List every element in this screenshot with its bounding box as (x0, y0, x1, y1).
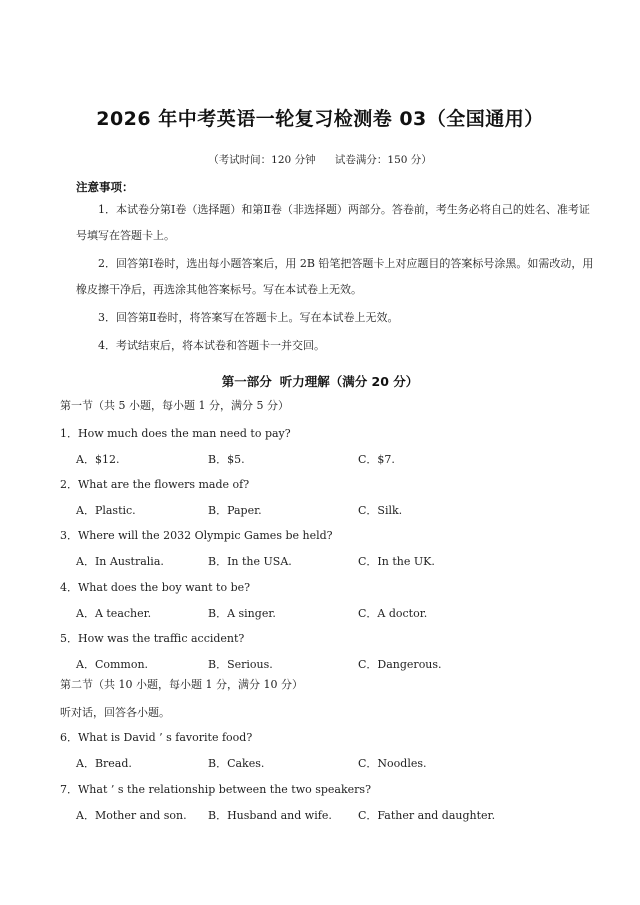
section2-instruction: 听对话，回答各小题。 (60, 706, 170, 719)
question-1-option-c: C．$7. (358, 453, 395, 466)
notice-item-2: 2．回答第Ⅰ卷时，选出每小题答案后，用 2B 铅笔把答题卡上对应题目的答案标号涂黑。如需改动，用橡皮擦干净后，再选涂其他答案标号。写在本试卷上无效。 (76, 257, 594, 296)
question-1-option-b: B．$5. (208, 453, 245, 466)
exam-score: 试卷满分：150 分） (334, 154, 432, 166)
question-5: 5．How was the traffic accident? (60, 632, 245, 645)
exam-subtitle (0, 152, 640, 167)
question-2-option-c: C．Silk. (358, 504, 403, 517)
question-5-option-c: C．Dangerous. (358, 658, 442, 671)
notice-item-4: 4．考试结束后，将本试卷和答题卡一并交回。 (98, 339, 325, 352)
question-3: 3．Where will the 2032 Olympic Games be held? (60, 529, 333, 542)
question-6: 6．What is David ’ s favorite food? (60, 731, 253, 744)
question-5-option-a: A．Common. (76, 658, 149, 671)
question-6-option-c: C．Noodles. (358, 757, 427, 770)
question-7: 7．What ’ s the relationship between the two speakers? (60, 783, 371, 796)
question-3-option-b: B．In the USA. (208, 555, 292, 568)
notice-item-1: 1．本试卷分第Ⅰ卷（选择题）和第Ⅱ卷（非选择题）两部分。答卷前，考生务必将自己的姓名、准考证号填写在答题卡上。 (76, 203, 590, 242)
question-7-option-a: A．Mother and son. (76, 809, 187, 822)
part1-label: 第一部分 (221, 374, 272, 389)
part1-title (0, 372, 640, 390)
section1-desc: 第一节（共 5 小题，每小题 1 分，满分 5 分） (60, 399, 289, 412)
notice-list (76, 197, 596, 359)
question-7-option-c: C．Father and daughter. (358, 809, 496, 822)
question-4-option-b: B．A singer. (208, 607, 276, 620)
question-3-option-a: A．In Australia. (76, 555, 164, 568)
question-1: 1．How much does the man need to pay? (60, 427, 291, 440)
section2-desc: 第二节（共 10 小题，每小题 1 分，满分 10 分） (60, 678, 303, 691)
question-3-option-c: C．In the UK. (358, 555, 435, 568)
exam-title: 2026 年中考英语一轮复习检测卷 03（全国通用） (96, 108, 544, 130)
question-2: 2．What are the flowers made of? (60, 478, 250, 491)
question-4-option-c: C．A doctor. (358, 607, 428, 620)
question-5-option-b: B．Serious. (208, 658, 273, 671)
exam-time: （考试时间：120 分钟 (208, 154, 316, 166)
question-2-option-b: B．Paper. (208, 504, 262, 517)
part1-subtitle: 听力理解（满分 20 分） (279, 374, 419, 389)
question-1-option-a: A．$12. (76, 453, 120, 466)
question-2-option-a: A．Plastic. (76, 504, 136, 517)
question-6-option-b: B．Cakes. (208, 757, 265, 770)
notice-heading: 注意事项： (76, 180, 134, 194)
question-4: 4．What does the boy want to be? (60, 581, 251, 594)
notice-item-3: 3．回答第Ⅱ卷时，将答案写在答题卡上。写在本试卷上无效。 (98, 311, 399, 324)
question-6-option-a: A．Bread. (76, 757, 132, 770)
question-7-option-b: B．Husband and wife. (208, 809, 332, 822)
question-4-option-a: A．A teacher. (76, 607, 152, 620)
